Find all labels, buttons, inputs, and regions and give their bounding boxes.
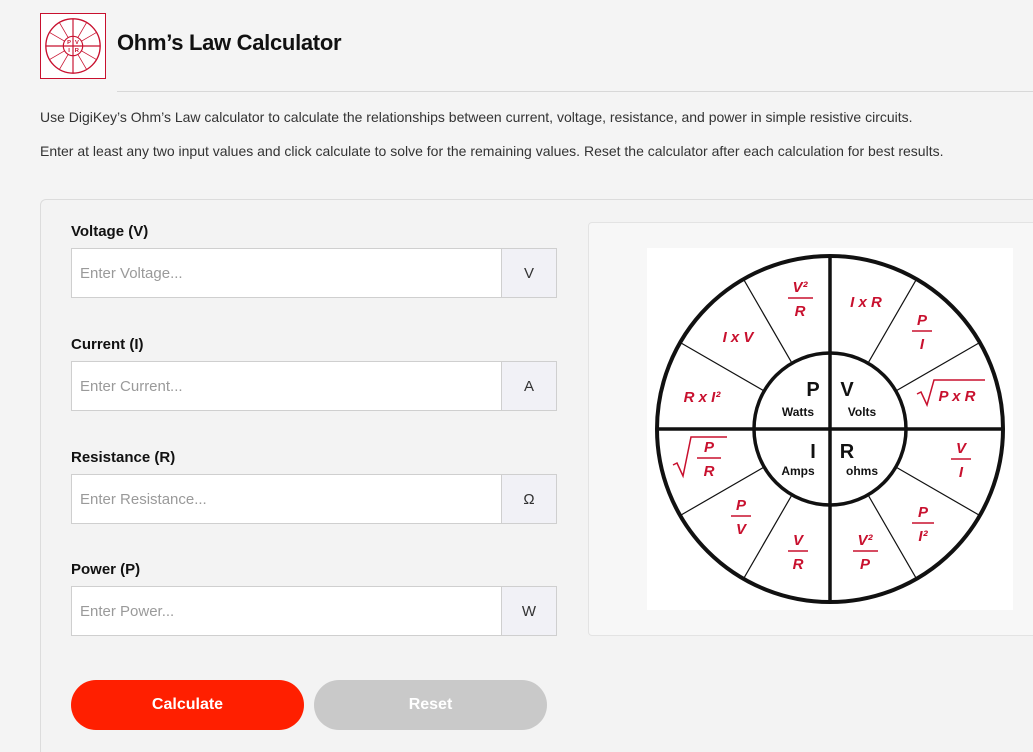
power-label: Power (P)	[71, 561, 141, 578]
formula-p-over-i2-denominator: I²	[918, 528, 928, 545]
logo-letter-v: V	[74, 40, 79, 47]
formula-v-over-r-numerator: V	[792, 532, 804, 549]
page-header	[0, 0, 1033, 92]
page-title: Ohm’s Law Calculator	[117, 30, 342, 55]
formula-v2-over-p-denominator: P	[859, 556, 871, 573]
voltage-unit: V	[501, 249, 556, 297]
center-ohms-label: ohms	[845, 464, 879, 478]
power-field	[71, 586, 557, 636]
formula-i-x-r: I x R	[850, 294, 882, 311]
formula-sqrt-p-x-r: P x R	[938, 388, 976, 405]
logo-letter-r: R	[74, 47, 79, 54]
formula-v-over-i-numerator: V	[955, 440, 967, 457]
center-amps-label: Amps	[781, 464, 815, 478]
logo-letter-p: P	[67, 40, 72, 47]
formula-v-over-r-denominator: R	[792, 556, 804, 573]
resistance-label: Resistance (R)	[71, 449, 176, 466]
current-input[interactable]	[72, 362, 501, 410]
formula-sqrt-p-over-r-numerator: P	[703, 439, 715, 456]
voltage-label: Voltage (V)	[71, 223, 149, 240]
voltage-field	[71, 248, 557, 298]
formula-v2-over-r-numerator: V²	[792, 279, 808, 296]
formula-sqrt-p-over-r-denominator: R	[703, 463, 715, 480]
formula-p-over-i2-numerator: P	[917, 504, 929, 521]
formula-i-x-v: I x V	[722, 329, 754, 346]
formula-p-over-i-numerator: P	[916, 312, 928, 329]
header-divider	[117, 91, 1033, 92]
power-input[interactable]	[72, 587, 501, 635]
ohms-law-wheel-logo-icon	[40, 13, 106, 79]
current-unit: A	[501, 362, 556, 410]
center-i-symbol: I	[810, 441, 816, 463]
current-field	[71, 361, 557, 411]
center-watts-label: Watts	[781, 405, 815, 419]
center-r-symbol: R	[839, 441, 855, 463]
center-p-symbol: P	[806, 379, 820, 401]
formula-v-over-i-denominator: I	[958, 464, 964, 481]
current-label: Current (I)	[71, 336, 144, 353]
voltage-input[interactable]	[72, 249, 501, 297]
description-line-2: Enter at least any two input values and click calculate to solve for the remaining values. Reset the calculator after each calculation for best results.	[40, 143, 944, 159]
logo-letter-i: I	[68, 47, 70, 54]
ohms-law-formula-wheel	[647, 248, 1013, 610]
formula-v2-over-r-denominator: R	[794, 303, 806, 320]
formula-r-x-i2: R x I²	[683, 389, 721, 406]
description-line-1: Use DigiKey’s Ohm’s Law calculator to calculate the relationships between current, voltage, resistance, and power in simple resistive circuits.	[40, 109, 913, 125]
center-volts-label: Volts	[847, 405, 877, 419]
power-unit: W	[501, 587, 556, 635]
formula-p-over-i-denominator: I	[919, 336, 925, 353]
formula-p-over-v-denominator: V	[735, 521, 747, 538]
resistance-unit: Ω	[501, 475, 556, 523]
resistance-field	[71, 474, 557, 524]
resistance-input[interactable]	[72, 475, 501, 523]
center-v-symbol: V	[840, 379, 854, 401]
reset-button[interactable]: Reset	[314, 680, 547, 730]
calculate-button[interactable]: Calculate	[71, 680, 304, 730]
formula-p-over-v-numerator: P	[735, 497, 747, 514]
formula-v2-over-p-numerator: V²	[857, 532, 873, 549]
